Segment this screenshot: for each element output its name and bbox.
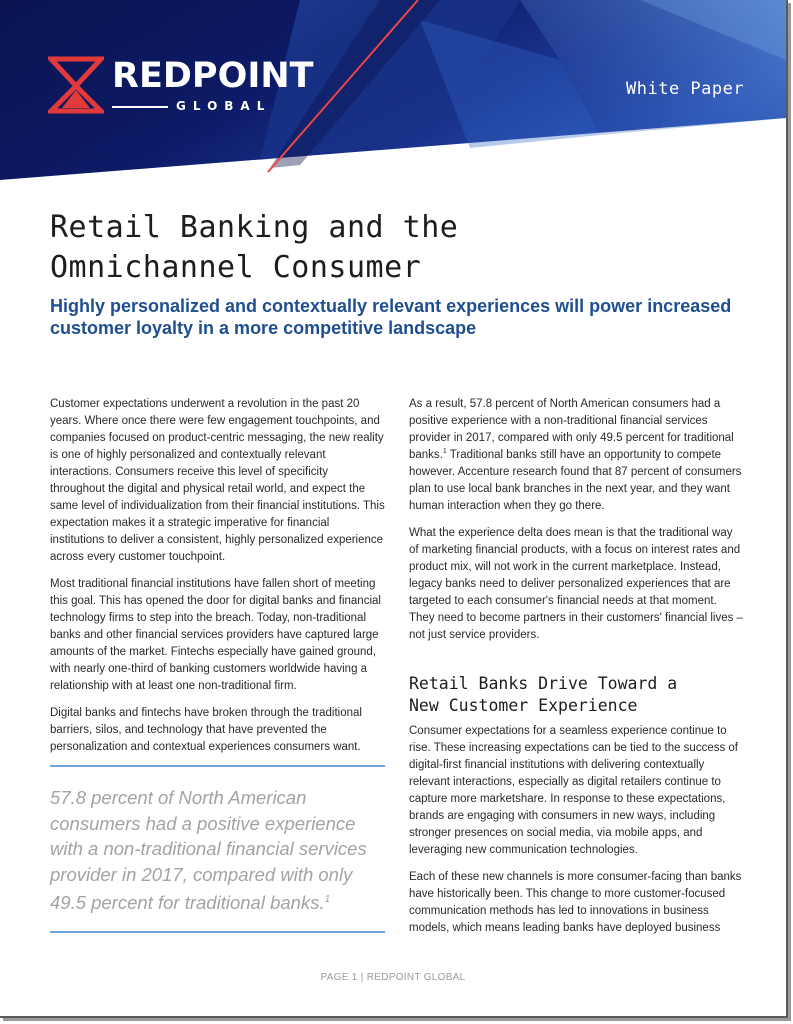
body-text: Traditional banks still have an opportunity to compete however. Accenture research found that 87 percent of consumers plan to use local bank branches in the next year, and they want human interaction when they go there. (409, 449, 742, 512)
body-paragraph: Customer expectations underwent a revolution in the past 20 years. Where once there were few engagement touchpoints, and companies focused on product-centric messaging, the new reality is one of highly personalized and contextually relevant interactions. Consumers receive this level of specificity throughout the digital and physical retail world, and expect the same level of individualization from their financial institutions. This expectation makes it a strategic imperative for financial institutions to deliver a consistent, highly personalized experience across every customer touchpoint. (50, 398, 385, 563)
body-paragraph: Each of these new channels is more consumer-facing than banks have historically been. This change to more customer-focused communication methods has led to innovations in business models, which means leading banks have deployed business (409, 871, 742, 934)
body-paragraph: Consumer expectations for a seamless experience continue to rise. These increasing expectations can be tied to the success of digital-first financial institutions with delivering contextually relevant interactions, especially as digital retailers continue to capture more marketshare. In response to these expectations, brands are engaging with consumers in new ways, including stronger presences on social media, via mobile apps, and leveraging new communication technologies. (409, 725, 739, 856)
page-subtitle (50, 295, 740, 339)
right-column (409, 396, 745, 654)
body-paragraph (409, 396, 745, 515)
page-title (50, 208, 730, 288)
body-paragraph: What the experience delta does mean is that the traditional way of marketing financial products, with a focus on interest rates and product mix, will not work in the current marketplace. Instead, legacy banks need to deliver personalized experiences that are targeted to each consumer's financial needs at that moment. They need to become partners in their customers' financial lives – not just service providers. (409, 527, 743, 641)
section-heading-line-2: New Customer Experience (409, 696, 638, 715)
pull-quote-text (50, 785, 385, 916)
redpoint-logo-icon (48, 56, 104, 114)
footnote-ref: 1 (442, 448, 447, 456)
body-paragraph: Digital banks and fintechs have broken through the traditional barriers, silos, and technology that have prevented the personalization and contextual experiences consumers want. (50, 707, 362, 753)
title-line-2: Omnichannel Consumer (50, 250, 422, 285)
document-type-label: White Paper (626, 79, 745, 99)
subtitle-line-1: Highly personalized and contextually relevant experiences will power increased (50, 296, 732, 316)
page-footer: PAGE 1 | REDPOINT GLOBAL (320, 972, 466, 983)
body-text: As a result, 57.8 percent of North American consumers had a positive experience with a non-traditional financial services provider in 2017, compared with only 49.5 percent for traditional banks. (409, 398, 734, 461)
section-body (409, 723, 745, 947)
brand-sub: GLOBAL (176, 99, 272, 113)
header-banner (0, 0, 786, 180)
brand-name: REDPOINT (112, 56, 314, 96)
body-paragraph: Most traditional financial institutions have fallen short of meeting this goal. This has opened the door for digital banks and financial technology firms to step into the breach. Today, non-traditional banks and other financial services providers have captured large amounts of the market. Fintechs especially have gained ground, with nearly one-third of banking customers worldwide having a relationship with at least one non-traditional firm. (50, 578, 381, 692)
subtitle-line-2: customer loyalty in a more competitive landscape (50, 318, 477, 338)
section-heading-line-1: Retail Banks Drive Toward a (409, 674, 678, 693)
title-line-1: Retail Banking and the (50, 210, 459, 245)
section-heading (409, 673, 749, 717)
brand-divider (112, 106, 168, 108)
company-logo (48, 56, 314, 118)
pull-quote (50, 765, 385, 933)
brand-subline (112, 98, 318, 114)
pull-quote-body: 57.8 percent of North American consumers had a positive experience with a non-traditional financial services provider in 2017, compared with only 49.5 percent for traditional banks. (50, 787, 367, 914)
left-column (50, 396, 386, 766)
footnote-ref: 1 (324, 894, 331, 905)
